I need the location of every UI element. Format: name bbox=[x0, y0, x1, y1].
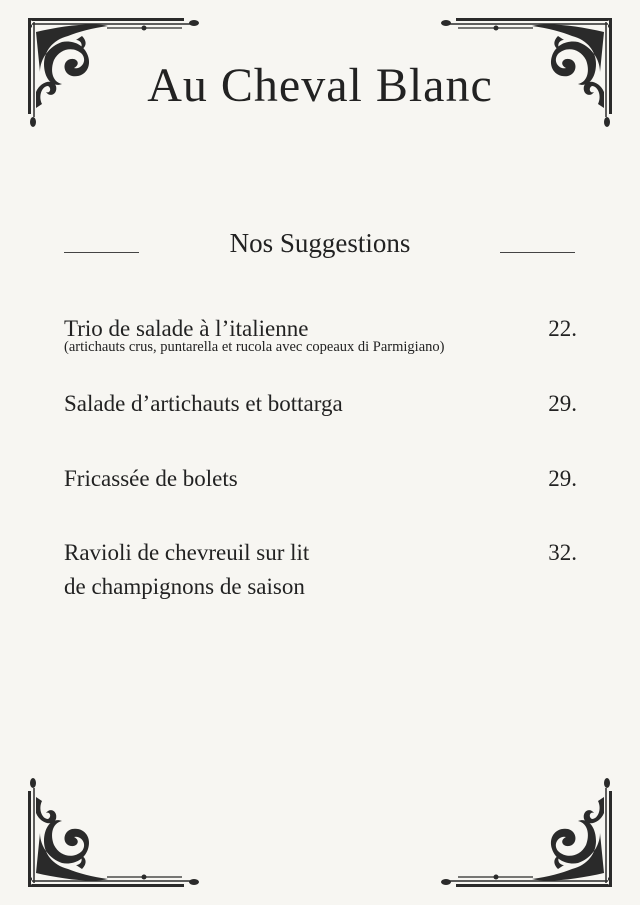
restaurant-name: Au Cheval Blanc bbox=[147, 59, 493, 112]
item-name: Salade d’artichauts et bottarga bbox=[64, 391, 343, 416]
item-price: 32. bbox=[548, 540, 577, 565]
divider-right bbox=[500, 252, 575, 253]
item-description: (artichauts crus, puntarella et rucola avec copeaux di Parmigiano) bbox=[64, 339, 445, 355]
item-name-line2: de champignons de saison bbox=[64, 574, 305, 599]
corner-ornament-bottom-left bbox=[22, 773, 202, 893]
menu-item bbox=[64, 462, 577, 496]
corner-ornament-bottom-right bbox=[438, 773, 618, 893]
item-name: Fricassée de bolets bbox=[64, 466, 238, 491]
item-price: 29. bbox=[548, 391, 577, 416]
menu-item bbox=[64, 387, 577, 421]
item-name: Trio de salade à l’italienne bbox=[64, 316, 309, 341]
menu-item bbox=[64, 536, 577, 604]
menu-item bbox=[64, 312, 577, 354]
item-price: 29. bbox=[548, 466, 577, 491]
item-price: 22. bbox=[548, 316, 577, 341]
item-name: Ravioli de chevreuil sur lit bbox=[64, 540, 310, 565]
section-title: Nos Suggestions bbox=[229, 228, 411, 258]
